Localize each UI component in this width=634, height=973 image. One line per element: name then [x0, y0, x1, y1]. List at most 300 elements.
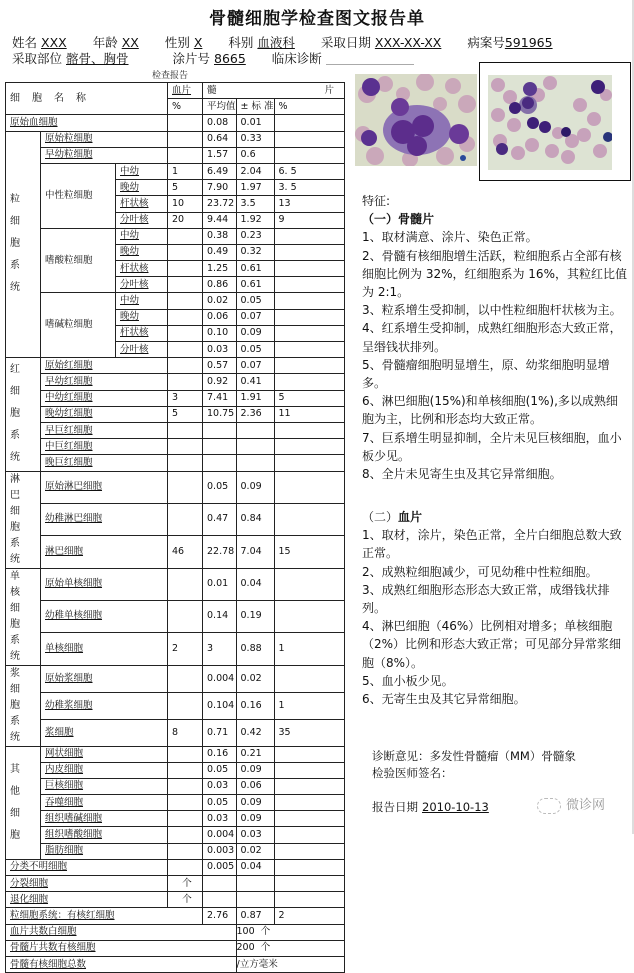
row-mean: 0.64 — [203, 131, 237, 147]
row-mean: 0.02 — [203, 293, 237, 309]
row-sd: 3.5 — [236, 196, 274, 212]
row-mean: 0.14 — [203, 600, 237, 632]
row-name: 巨核细胞 — [41, 778, 168, 794]
row-sd: 0.61 — [236, 277, 274, 293]
row-blood: 20 — [168, 212, 203, 228]
case-label: 病案号 — [467, 35, 505, 50]
row-mean: 9.44 — [203, 212, 237, 228]
blood-item: 6、无寄生虫及其它异常细胞。 — [362, 692, 526, 707]
header-mean: 平均值 — [203, 99, 237, 115]
blood-item: 3、成熟红细胞形态形态大致正常，成缗钱状排列。 — [362, 582, 610, 616]
table-row — [6, 439, 345, 455]
row-sd: 0.84 — [236, 503, 274, 535]
row-sd: 0.09 — [236, 811, 274, 827]
row-mean: 22.78 — [203, 536, 237, 568]
row-name: 组织嗜酸细胞 — [41, 827, 168, 843]
table-row — [6, 795, 345, 811]
row-name: 分叶核 — [116, 277, 168, 293]
table-row — [6, 471, 345, 503]
row-blood — [168, 422, 203, 438]
cell-report-table — [5, 82, 345, 973]
row-blood — [168, 439, 203, 455]
dept-label: 科别 — [228, 35, 254, 50]
row-pct: 6. 5 — [274, 163, 345, 179]
row-name: 淋巴细胞 — [41, 536, 168, 568]
subgroup-eosinophil: 嗜酸粒细胞 — [41, 228, 116, 293]
row-name: 分类不明细胞 — [6, 859, 168, 875]
row-sd: 0.02 — [236, 665, 274, 692]
row-name: 早幼粒细胞 — [41, 147, 168, 163]
row-name: 晚巨红细胞 — [41, 455, 168, 471]
header-marrow-a: 髓 — [203, 83, 275, 99]
row-name: 中幼 — [116, 163, 168, 179]
marrow-heading: （一）骨髓片 — [362, 212, 435, 227]
row-blood — [168, 665, 203, 692]
row-pct — [274, 859, 345, 875]
row-pct: 5 — [274, 390, 345, 406]
row-blood — [168, 568, 203, 600]
row-mean: 0.06 — [203, 309, 237, 325]
row-sd: 0.09 — [236, 762, 274, 778]
subgroup-neutrophil: 中性粒细胞 — [41, 163, 116, 228]
blood-smear-image — [488, 75, 612, 170]
marrow-smear-photo — [355, 74, 477, 166]
group-plasma: 浆细胞系统 — [6, 665, 41, 746]
table-row — [6, 762, 345, 778]
row-pct — [274, 568, 345, 600]
wechat-icon — [537, 798, 561, 814]
row-name: 幼稚单核细胞 — [41, 600, 168, 632]
row-name: 组织嗜碱细胞 — [41, 811, 168, 827]
row-blood — [168, 795, 203, 811]
row-pct — [274, 665, 345, 692]
row-sd: 1.92 — [236, 212, 274, 228]
row-sd: 1.97 — [236, 180, 274, 196]
row-blood — [168, 147, 203, 163]
row-mean: 7.41 — [203, 390, 237, 406]
marrow-item: 3、粒系增生受抑制，以中性粒细胞杆状核为主。 — [362, 303, 622, 318]
row-pct: 13 — [274, 196, 345, 212]
date-label: 采取日期 — [320, 35, 371, 50]
row-sd: 0.05 — [236, 342, 274, 358]
table-row — [6, 568, 345, 600]
row-blood — [168, 778, 203, 794]
row-sd: 0.42 — [236, 719, 274, 746]
report-title: 骨髓细胞学检查图文报告单 — [209, 9, 425, 29]
row-name: 原始淋巴细胞 — [41, 471, 168, 503]
row-mean: 6.49 — [203, 163, 237, 179]
name-label: 姓名 — [12, 35, 38, 50]
table-row — [6, 719, 345, 746]
patient-age: XX — [121, 35, 139, 50]
table-row — [6, 390, 345, 406]
marrow-item: 4、红系增生受抑制，成熟红细胞形态大致正常，呈缗钱状排列。 — [362, 321, 622, 354]
row-sd: 0.06 — [236, 778, 274, 794]
row-name: 血片共数白细胞 — [6, 924, 237, 940]
row-mean: 0.003 — [203, 843, 237, 859]
row-name: 单核细胞 — [41, 633, 168, 665]
row-pct — [274, 228, 345, 244]
table-row — [6, 455, 345, 471]
table-row — [6, 536, 345, 568]
row-name: 退化细胞 — [6, 892, 168, 908]
sex-label: 性别 — [164, 35, 190, 50]
table-row — [6, 358, 345, 374]
marrow-item: 7、巨系增生明显抑制，全片未见巨核细胞，血小板少见。 — [362, 430, 622, 463]
row-blood — [168, 277, 203, 293]
blood-item: 4、淋巴细胞（46%）比例相对增多；单核细胞（2%）比例和形态大致正常；可见部分异常浆细胞（8%）。 — [362, 619, 622, 670]
row-blood — [168, 244, 203, 260]
marrow-item: 2、骨髓有核细胞增生活跃，粒细胞系占全部有核细胞比例为 32%，红细胞系为 16%，其粒红比值为 2:1。 — [362, 248, 627, 300]
row-sd: 0.41 — [236, 374, 274, 390]
row-name: 早幼红细胞 — [41, 374, 168, 390]
row-name: 骨髓有核细胞总数 — [6, 956, 237, 972]
row-sd: 0.02 — [236, 843, 274, 859]
row-pct — [274, 892, 345, 908]
table-row — [6, 147, 345, 163]
row-mean: 7.90 — [203, 180, 237, 196]
row-blood: 46 — [168, 536, 203, 568]
case-number: 591965 — [504, 35, 553, 50]
table-row — [6, 859, 345, 875]
collection-site: 髂骨、胸骨 — [66, 51, 129, 66]
row-sd: 0.09 — [236, 325, 274, 341]
row-blood — [168, 503, 203, 535]
row-mean: 0.38 — [203, 228, 237, 244]
row-blood — [168, 600, 203, 632]
row-sd — [236, 876, 274, 892]
row-mean: 0.004 — [203, 665, 237, 692]
row-mean — [203, 876, 237, 892]
row-blood — [168, 115, 203, 131]
table-row — [6, 665, 345, 692]
marrow-smear-image — [355, 74, 477, 166]
row-mean — [203, 455, 237, 471]
row-blood: 1 — [168, 163, 203, 179]
row-name: 网状细胞 — [41, 746, 168, 762]
row-value: /立方毫米 — [236, 956, 345, 972]
row-blood: 个 — [168, 876, 203, 892]
row-value: 200 个 — [236, 940, 345, 956]
blood-heading: 血片 — [398, 510, 423, 524]
row-sd: 0.87 — [236, 908, 274, 924]
header-marrow-b: 片 — [274, 83, 345, 99]
table-row — [6, 956, 345, 972]
row-name: 中幼 — [116, 293, 168, 309]
group-erythroid: 红细胞系统 — [6, 358, 41, 471]
row-mean: 0.10 — [203, 325, 237, 341]
patient-info-line-2 — [12, 49, 414, 67]
table-row — [6, 293, 345, 309]
row-blood — [168, 762, 203, 778]
row-sd: 0.04 — [236, 568, 274, 600]
row-mean: 1.57 — [203, 147, 237, 163]
row-pct — [274, 325, 345, 341]
patient-dept: 血液科 — [257, 35, 295, 50]
row-blood — [168, 309, 203, 325]
row-blood — [168, 261, 203, 277]
row-name: 杆状核 — [116, 261, 168, 277]
row-pct — [274, 778, 345, 794]
row-sd: 0.01 — [236, 115, 274, 131]
row-mean: 0.92 — [203, 374, 237, 390]
blood-item: 5、血小板少见。 — [362, 673, 454, 688]
smear-label: 涂片号 — [172, 51, 211, 66]
row-name: 晚幼 — [116, 309, 168, 325]
blood-features — [362, 508, 627, 708]
row-pct — [274, 439, 345, 455]
row-name: 中幼 — [116, 228, 168, 244]
marrow-features — [362, 192, 627, 483]
row-name: 中幼红细胞 — [41, 390, 168, 406]
row-name: 原始红细胞 — [41, 358, 168, 374]
blood-item: 1、取材，涂片，染色正常，全片白细胞总数大致正常。 — [362, 528, 622, 561]
row-blood: 3 — [168, 390, 203, 406]
row-pct: 2 — [274, 908, 345, 924]
row-mean: 0.86 — [203, 277, 237, 293]
row-sd: 1.91 — [236, 390, 274, 406]
report-date: 2010-10-13 — [422, 800, 489, 814]
row-pct — [274, 374, 345, 390]
row-sd: 2.36 — [236, 406, 274, 422]
row-blood — [168, 811, 203, 827]
row-blood — [168, 325, 203, 341]
row-sd — [236, 439, 274, 455]
blood-smear-photo — [488, 75, 612, 170]
blood-smear-frame — [479, 62, 631, 181]
row-mean: 0.03 — [203, 342, 237, 358]
group-granulocyte: 粒细胞系统 — [6, 131, 41, 358]
row-blood — [168, 342, 203, 358]
row-name: 原始浆细胞 — [41, 665, 168, 692]
clinical-diagnosis-blank — [326, 54, 414, 65]
row-sd: 0.09 — [236, 795, 274, 811]
table-row — [6, 374, 345, 390]
row-mean: 23.72 — [203, 196, 237, 212]
row-pct — [274, 277, 345, 293]
row-mean: 0.57 — [203, 358, 237, 374]
row-mean: 0.005 — [203, 859, 237, 875]
row-pct: 9 — [274, 212, 345, 228]
table-row — [6, 827, 345, 843]
row-pct — [274, 471, 345, 503]
report-date-label: 报告日期 — [372, 800, 418, 814]
watermark — [537, 794, 605, 814]
table-row — [6, 600, 345, 632]
row-mean: 0.05 — [203, 471, 237, 503]
row-blood: 2 — [168, 633, 203, 665]
row-name: 早巨红细胞 — [41, 422, 168, 438]
row-name: 杆状核 — [116, 325, 168, 341]
header-blood-pct: % — [168, 99, 203, 115]
row-name: 分裂细胞 — [6, 876, 168, 892]
row-mean — [203, 892, 237, 908]
row-mean — [203, 422, 237, 438]
row-pct: 3. 5 — [274, 180, 345, 196]
table-row — [6, 163, 345, 179]
header-cell-name: 细胞名称 — [6, 83, 168, 115]
table-row — [6, 908, 345, 924]
row-pct — [274, 293, 345, 309]
row-name: 吞噬细胞 — [41, 795, 168, 811]
features-heading: 特征: — [362, 194, 391, 208]
row-pct — [274, 358, 345, 374]
row-sd: 0.05 — [236, 293, 274, 309]
row-blood — [168, 692, 203, 719]
row-pct — [274, 115, 345, 131]
row-pct — [274, 503, 345, 535]
marrow-item: 1、取材满意、涂片、染色正常。 — [362, 230, 538, 245]
row-pct — [274, 244, 345, 260]
row-sd: 0.07 — [236, 358, 274, 374]
table-row — [6, 746, 345, 762]
row-name: 晚幼 — [116, 180, 168, 196]
table-row — [6, 503, 345, 535]
header-sd: ± 标 准 — [236, 99, 274, 115]
row-pct — [274, 131, 345, 147]
table-header-row — [6, 83, 345, 99]
table-row — [6, 115, 345, 131]
row-sd: 0.09 — [236, 471, 274, 503]
row-sd: 0.33 — [236, 131, 274, 147]
row-mean: 0.03 — [203, 811, 237, 827]
subgroup-basophil: 嗜碱粒细胞 — [41, 293, 116, 358]
row-mean: 0.08 — [203, 115, 237, 131]
row-blood — [168, 228, 203, 244]
watermark-text: 微诊网 — [566, 798, 606, 813]
row-mean: 0.16 — [203, 746, 237, 762]
row-blood — [168, 358, 203, 374]
marrow-item: 6、淋巴细胞(15%)和单核细胞(1%),多以成熟细胞为主，比例和形态均大致正常。 — [362, 394, 618, 427]
row-pct: 15 — [274, 536, 345, 568]
table-row — [6, 811, 345, 827]
marrow-item: 5、骨髓瘤细胞明显增生，原、幼浆细胞明显增多。 — [362, 357, 610, 391]
blood-item: 2、成熟粒细胞减少，可见幼稚中性粒细胞。 — [362, 564, 598, 579]
row-pct — [274, 811, 345, 827]
row-name: 幼稚浆细胞 — [41, 692, 168, 719]
row-pct — [274, 876, 345, 892]
row-sd: 0.88 — [236, 633, 274, 665]
row-sd: 0.03 — [236, 827, 274, 843]
header-marrow-pct: % — [274, 99, 345, 115]
row-sd: 0.61 — [236, 261, 274, 277]
row-pct — [274, 261, 345, 277]
row-sd: 2.04 — [236, 163, 274, 179]
row-name: 骨髓片共数有核细胞 — [6, 940, 237, 956]
table-row — [6, 876, 345, 892]
row-sd — [236, 455, 274, 471]
row-mean: 0.104 — [203, 692, 237, 719]
row-mean: 10.75 — [203, 406, 237, 422]
row-mean: 0.49 — [203, 244, 237, 260]
table-row — [6, 778, 345, 794]
row-name: 幼稚淋巴细胞 — [41, 503, 168, 535]
row-sd: 7.04 — [236, 536, 274, 568]
row-blood — [168, 859, 203, 875]
row-name: 中巨红细胞 — [41, 439, 168, 455]
row-sd: 0.6 — [236, 147, 274, 163]
table-row — [6, 228, 345, 244]
row-name: 晚幼 — [116, 244, 168, 260]
row-sd — [236, 422, 274, 438]
patient-name: XXX — [41, 35, 67, 50]
table-row — [6, 892, 345, 908]
row-name: 脂肪细胞 — [41, 843, 168, 859]
row-name: 分叶核 — [116, 342, 168, 358]
row-mean: 0.05 — [203, 795, 237, 811]
row-pct — [274, 762, 345, 778]
row-blood: 个 — [168, 892, 203, 908]
row-sd: 0.04 — [236, 859, 274, 875]
row-pct — [274, 422, 345, 438]
row-name: 原始单核细胞 — [41, 568, 168, 600]
row-blood — [168, 827, 203, 843]
group-lymphocyte: 淋巴细胞系统 — [6, 471, 41, 568]
row-name: 原始粒细胞 — [41, 131, 168, 147]
row-pct: 1 — [274, 633, 345, 665]
row-blood — [168, 131, 203, 147]
table-row — [6, 692, 345, 719]
row-pct: 35 — [274, 719, 345, 746]
row-blood — [168, 471, 203, 503]
row-mean: 1.25 — [203, 261, 237, 277]
table-row — [6, 131, 345, 147]
table-row — [6, 422, 345, 438]
blood-heading-prefix: （二） — [362, 510, 399, 524]
row-name: 内皮细胞 — [41, 762, 168, 778]
patient-sex: X — [193, 35, 203, 50]
row-mean: 0.004 — [203, 827, 237, 843]
row-blood: 8 — [168, 719, 203, 746]
row-blood: 5 — [168, 180, 203, 196]
row-name: 晚幼红细胞 — [41, 406, 168, 422]
row-sd: 0.21 — [236, 746, 274, 762]
header-blood: 血片 — [168, 83, 203, 99]
diagnosis-opinion: 诊断意见：多发性骨髓瘤（MM）骨髓象 — [372, 749, 576, 763]
age-label: 年龄 — [92, 35, 118, 50]
collection-date: XXX-XX-XX — [374, 35, 442, 50]
row-mean: 0.01 — [203, 568, 237, 600]
row-sd: 0.19 — [236, 600, 274, 632]
row-pct — [274, 795, 345, 811]
table-row — [6, 406, 345, 422]
row-name: 粒细胞系统：有核红细胞 — [6, 908, 203, 924]
row-mean — [203, 439, 237, 455]
row-sd: 0.07 — [236, 309, 274, 325]
row-blood — [168, 293, 203, 309]
row-mean: 0.05 — [203, 762, 237, 778]
row-mean: 2.76 — [203, 908, 237, 924]
group-other: 其他细胞 — [6, 746, 41, 859]
row-blood — [168, 746, 203, 762]
row-name: 杆状核 — [116, 196, 168, 212]
row-mean: 0.71 — [203, 719, 237, 746]
table-row — [6, 843, 345, 859]
row-mean: 0.03 — [203, 778, 237, 794]
row-name: 原始血细胞 — [6, 115, 168, 131]
table-caption: 检查报告 — [152, 71, 189, 81]
group-monocyte: 单核细胞系统 — [6, 568, 41, 665]
smear-number: 8665 — [214, 51, 246, 66]
row-pct — [274, 455, 345, 471]
table-row — [6, 924, 345, 940]
row-blood: 10 — [168, 196, 203, 212]
row-pct — [274, 843, 345, 859]
report-date-line — [372, 799, 489, 815]
row-pct: 1 — [274, 692, 345, 719]
table-row — [6, 940, 345, 956]
row-name: 浆细胞 — [41, 719, 168, 746]
